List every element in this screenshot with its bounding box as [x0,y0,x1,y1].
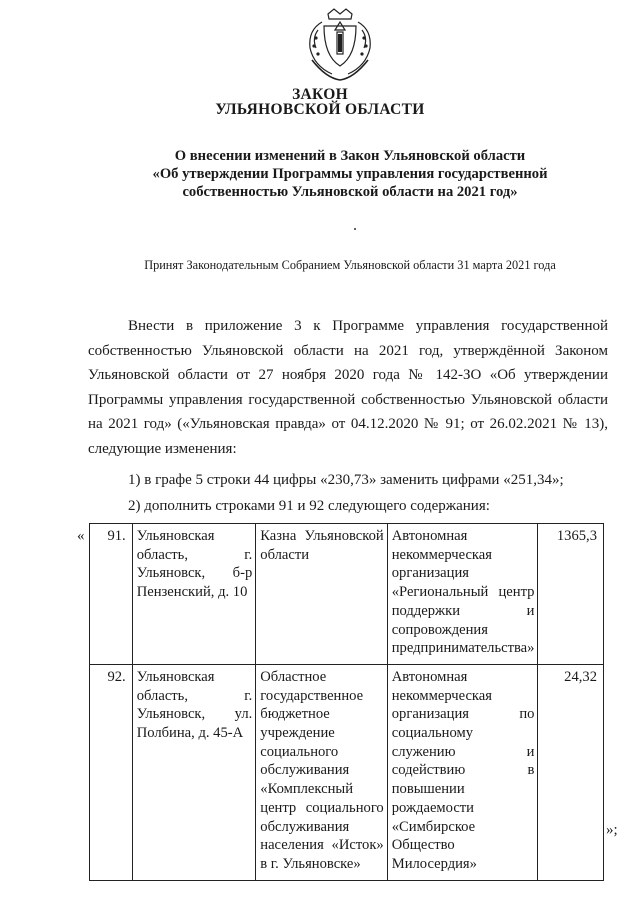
subject-line-2: «Об утверждении Программы управления государственной [152,166,548,182]
subject-line-1: О внесении изменений в Закон Ульяновской области [174,148,526,164]
opening-quote: « [77,528,85,544]
adoption-note: Принят Законодательным Собранием Ульяновской области 31 марта 2021 года [144,258,556,272]
row-number: 91. [90,524,133,665]
body-line: Внести в приложение 3 к Программе управления государственной [128,318,608,334]
property-address: Ульяновская область, г. Ульяновск, ул. Полбина, д. 45-А [132,664,256,880]
body-line: собственностью Ульяновской области на 2021 год, утверждённой Законом [88,342,608,359]
table-row [90,664,604,880]
property-value: 24,32 [538,664,604,880]
property-holder: Областное государственное бюджетное учреждение социального обслуживания «Комплексный центр социального обслуживания населения «Исток» в г. Ульяновске» [256,664,387,880]
row-number: 92. [90,664,133,880]
property-table [89,523,604,881]
coat-of-arms-icon [298,8,382,82]
property-holder: Казна Ульяновской области [256,524,387,665]
separator-dot [354,228,356,230]
table-row [90,524,604,665]
document-type-title: ЗАКОН [292,86,348,103]
region-title: УЛЬЯНОВСКОЙ ОБЛАСТИ [215,101,425,118]
subject-line-3: собственностью Ульяновской области на 2021 год» [182,184,518,200]
body-paragraph [88,314,608,461]
closing-quote: »; [606,822,618,838]
body-line: на 2021 год» («Ульяновская правда» от 04.12.2020 № 91; от 26.02.2021 № 13), [88,416,608,432]
amendment-item-1: 1) в графе 5 строки 44 цифры «230,73» заменить цифрами «251,34»; [128,472,564,488]
property-address: Ульяновская область, г. Ульяновск, б-р Пензенский, д. 10 [132,524,256,665]
recipient-organization: Автономная некоммерческая организация «Региональный центр поддержки и сопровождения предпринимательства» [387,524,538,665]
body-line: Программы управления государственной собственностью Ульяновской области [88,391,608,408]
recipient-organization: Автономная некоммерческая организация по социальному служению и содействию в повышении рождаемости «Симбирское Общество Милосердия» [387,664,538,880]
body-line: следующие изменения: [88,440,237,457]
amendment-item-2: 2) дополнить строками 91 и 92 следующего содержания: [128,498,490,514]
body-line: Ульяновской области от 27 ноября 2020 года № 142-ЗО «Об утверждении [88,367,608,383]
property-value: 1365,3 [538,524,604,665]
